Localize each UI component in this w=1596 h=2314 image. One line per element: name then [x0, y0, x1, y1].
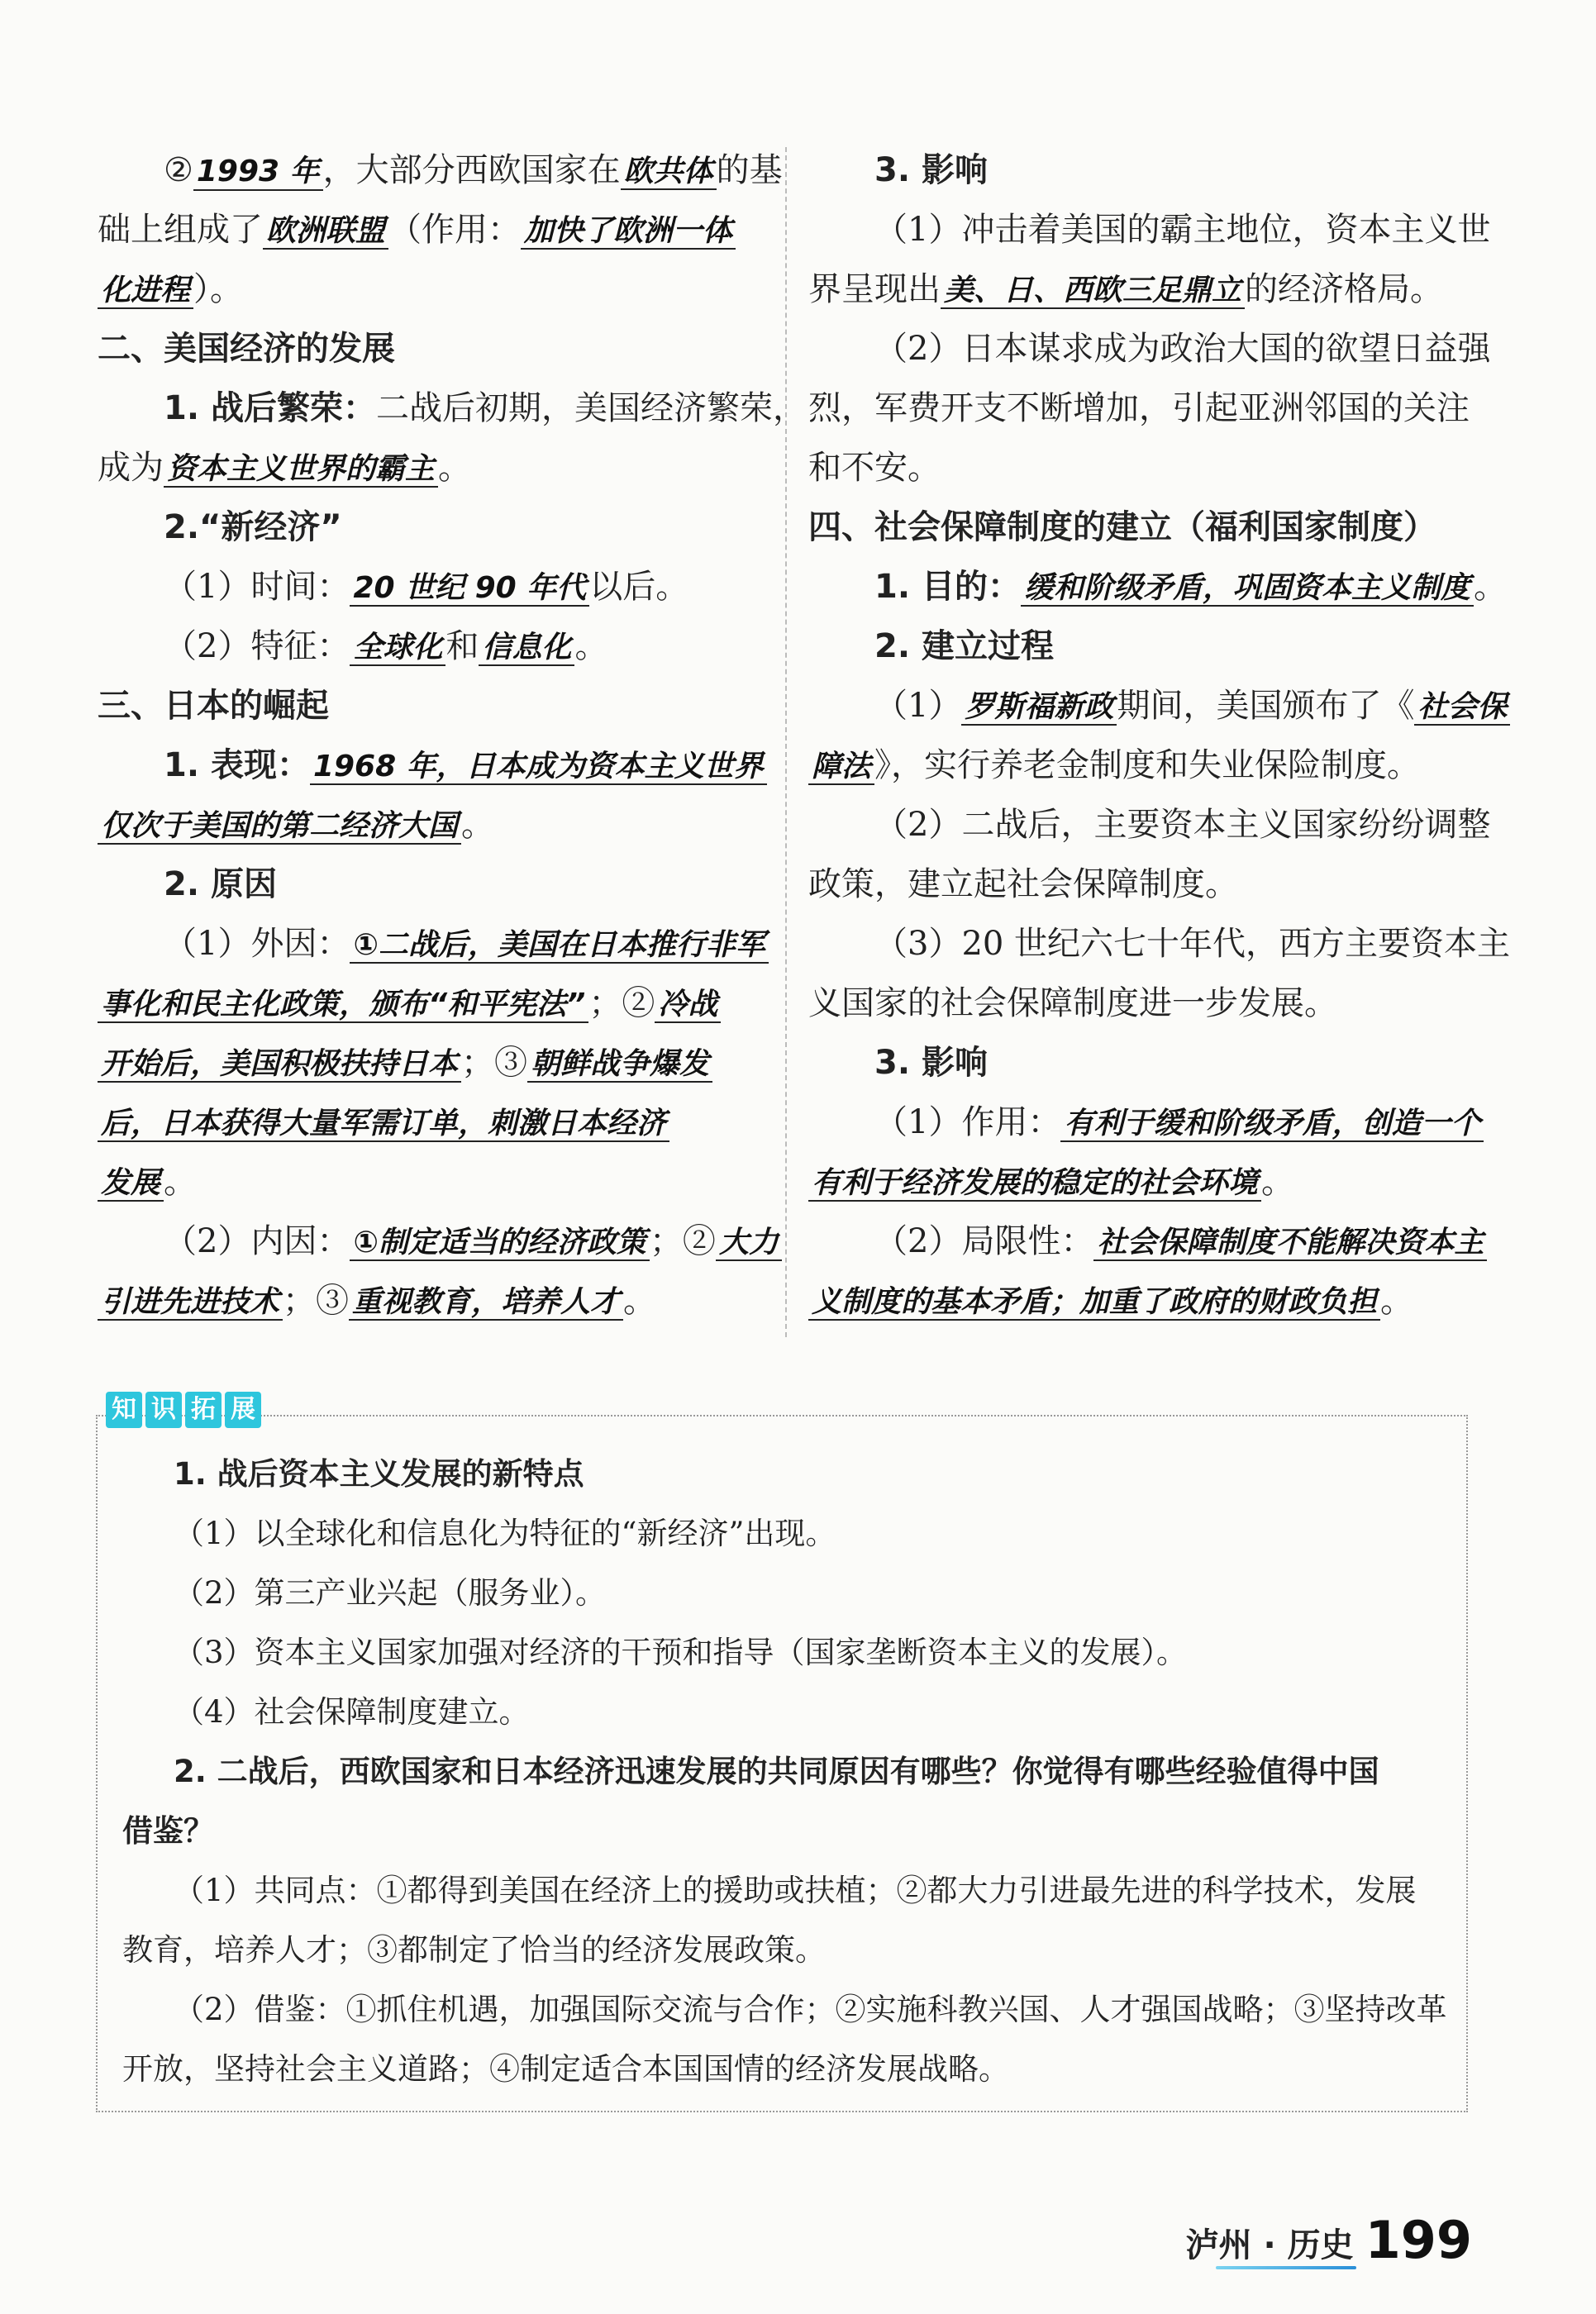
text-line: 界呈现出 美、日、西欧三足鼎立 的经济格局。	[808, 270, 1444, 308]
text-line: （1） 罗斯福新政 期间，美国颁布了《 社会保	[808, 676, 1478, 736]
answer-fill: 重视教育，培养人才	[349, 1285, 623, 1321]
badge-char: 知	[106, 1392, 142, 1428]
box-line: 教育，培养人才；③都制定了恰当的经济发展政策。	[122, 1932, 826, 1968]
text-line: （1）冲击着美国的霸主地位，资本主义世	[874, 211, 1491, 249]
page-footer	[1185, 2210, 1472, 2270]
answer-fill: 仅次于美国的第二经济大国	[98, 809, 461, 845]
answer-fill: 20 世纪 90 年代	[350, 571, 589, 607]
text-line: 引进先进技术 ；③ 重视教育，培养人才 。	[98, 1271, 767, 1331]
box-line: （2）借鉴：①抓住机遇，加强国际交流与合作；②实施科教兴国、人才强国战略；③坚持改革	[174, 1992, 1447, 2027]
section-heading: 三、日本的崛起	[98, 687, 329, 725]
text-line: （2）特征： 全球化 和 信息化 。	[164, 627, 608, 665]
answer-fill: 开始后，美国积极扶持日本	[98, 1047, 461, 1083]
badge-char: 拓	[185, 1392, 222, 1428]
column-divider	[785, 147, 787, 1337]
answer-fill: 有利于缓和阶级矛盾，创造一个	[1060, 1107, 1484, 1142]
text-line: 义国家的社会保障制度进一步发展。	[808, 984, 1337, 1022]
text-line: 1. 表现： 1968 年，日本成为资本主义世界	[98, 736, 767, 795]
answer-fill: ①二战后，美国在日本推行非军	[350, 928, 768, 964]
knowledge-extension-content	[122, 1445, 1461, 2099]
text-line: 开始后，美国积极扶持日本 ；③ 朝鲜战争爆发	[98, 1033, 767, 1093]
text-line: （3）20 世纪六七十年代，西方主要资本主	[874, 925, 1511, 963]
answer-fill: 欧洲联盟	[263, 214, 388, 250]
answer-fill: 事化和民主化政策，颁布“和平宪法”	[98, 988, 588, 1023]
page-number: 199	[1365, 2210, 1472, 2270]
text-line: 仅次于美国的第二经济大国 。	[98, 795, 767, 855]
subheading: 2.“新经济”	[164, 508, 342, 546]
text-line	[98, 1093, 767, 1152]
answer-fill: 社会保障制度不能解决资本主	[1093, 1226, 1487, 1261]
answer-fill: 化进程	[98, 274, 193, 309]
subheading: 2. 建立过程	[874, 627, 1054, 665]
badge-char: 展	[225, 1392, 261, 1428]
text-line: 有利于经济发展的稳定的社会环境 。	[808, 1152, 1478, 1212]
text-line: 础上组成了 欧洲联盟 （作用： 加快了欧洲一体	[98, 200, 767, 259]
section-heading: 四、社会保障制度的建立（福利国家制度）	[808, 508, 1436, 546]
box-heading: 1. 战后资本主义发展的新特点	[174, 1456, 584, 1492]
answer-fill: 社会保	[1414, 690, 1510, 726]
text-line: （2）二战后，主要资本主义国家纷纷调整	[874, 806, 1491, 844]
text-line: 和不安。	[808, 449, 941, 487]
right-column	[808, 140, 1511, 1331]
subheading: 3. 影响	[874, 151, 988, 189]
text-line: 义制度的基本矛盾；加重了政府的财政负担 。	[808, 1271, 1478, 1331]
section-heading: 二、美国经济的发展	[98, 330, 395, 368]
text-line: （2）日本谋求成为政治大国的欲望日益强	[874, 330, 1491, 368]
badge-char: 识	[145, 1392, 182, 1428]
text-line: 事化和民主化政策，颁布“和平宪法” ；② 冷战	[98, 974, 767, 1033]
box-line: 开放，坚持社会主义道路；④制定适合本国国情的经济发展战略。	[122, 2051, 1009, 2087]
answer-fill: 美、日、西欧三足鼎立	[941, 274, 1245, 309]
box-line: （1）以全球化和信息化为特征的“新经济”出现。	[174, 1516, 836, 1551]
footer-accent-line	[1216, 2266, 1356, 2269]
answer-fill: 信息化	[479, 631, 574, 666]
box-line: （2）第三产业兴起（服务业）。	[174, 1575, 607, 1611]
text-line: 政策，建立起社会保障制度。	[808, 865, 1238, 903]
text-line: 成为 资本主义世界的霸主 。	[98, 449, 472, 487]
answer-fill: 有利于经济发展的稳定的社会环境	[808, 1166, 1261, 1202]
box-heading: 2. 二战后，西欧国家和日本经济迅速发展的共同原因有哪些？你觉得有哪些经验值得中国	[174, 1754, 1379, 1789]
answer-fill: 全球化	[350, 631, 445, 666]
answer-fill: 1993 年	[193, 151, 323, 191]
answer-fill: 罗斯福新政	[961, 690, 1117, 726]
text-line: （2）内因： ①制定适当的经济政策 ；② 大力	[98, 1212, 767, 1271]
box-line: （3）资本主义国家加强对经济的干预和指导（国家垄断资本主义的发展）。	[174, 1635, 1188, 1670]
answer-fill: 1968 年，日本成为资本主义世界	[310, 750, 767, 785]
answer-fill: 发展	[98, 1166, 164, 1202]
answer-fill: 资本主义世界的霸主	[164, 452, 438, 488]
text-line: 障法 》，实行养老金制度和失业保险制度。	[808, 736, 1478, 795]
answer-fill: 引进先进技术	[98, 1285, 283, 1321]
text-line: （1）时间： 20 世纪 90 年代 以后。	[164, 568, 689, 606]
text-line: （1）作用： 有利于缓和阶级矛盾，创造一个	[808, 1093, 1478, 1152]
text-line: 烈，军费开支不断增加，引起亚洲邻国的关注	[808, 389, 1470, 427]
answer-fill: 朝鲜战争爆发	[527, 1047, 712, 1083]
answer-fill: 欧共体	[621, 155, 717, 190]
text-line: ② 1993 年 ，大部分西欧国家在 欧共体 的基	[164, 151, 783, 189]
footer-region-subject: 泸州 · 历史	[1185, 2226, 1354, 2264]
text-line: 发展 。	[98, 1152, 767, 1212]
text-line: 1. 目的： 缓和阶级矛盾，巩固资本主义制度 。	[874, 568, 1507, 606]
answer-fill: 障法	[808, 750, 874, 785]
answer-fill: 缓和阶级矛盾，巩固资本主义制度	[1021, 571, 1474, 607]
knowledge-extension-badge	[106, 1392, 261, 1428]
box-heading: 借鉴？	[122, 1813, 214, 1849]
answer-fill: 大力	[716, 1226, 782, 1261]
subheading: 3. 影响	[874, 1044, 988, 1082]
answer-fill: ①制定适当的经济政策	[350, 1226, 649, 1261]
text-line: （2）局限性： 社会保障制度不能解决资本主	[808, 1212, 1478, 1271]
text-line: （1）外因： ①二战后，美国在日本推行非军	[98, 914, 767, 974]
box-line: （4）社会保障制度建立。	[174, 1694, 530, 1730]
subheading: 2. 原因	[164, 865, 277, 903]
box-line: （1）共同点：①都得到美国在经济上的援助或扶植；②都大力引进最先进的科学技术，发展	[174, 1873, 1417, 1908]
text-line: 1. 战后繁荣：二战后初期，美国经济繁荣，	[164, 389, 806, 427]
text-line: 化进程 ）。	[98, 259, 767, 319]
answer-fill: 义制度的基本矛盾；加重了政府的财政负担	[808, 1285, 1380, 1321]
answer-fill: 冷战	[655, 988, 721, 1023]
answer-fill: 加快了欧洲一体	[521, 214, 736, 250]
left-column	[98, 140, 806, 1331]
answer-fill: 后，日本获得大量军需订单，刺激日本经济	[98, 1107, 669, 1142]
